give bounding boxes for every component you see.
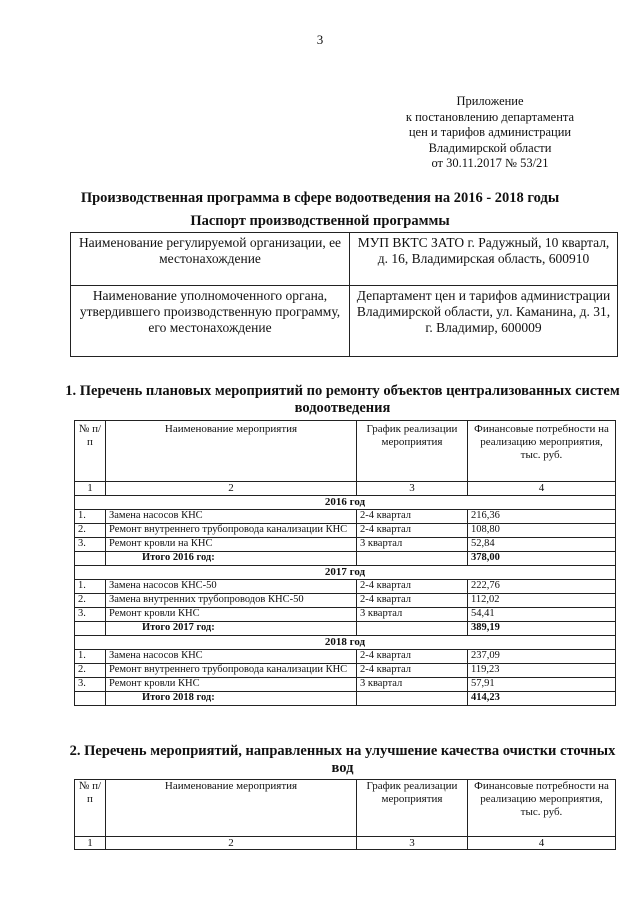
- section1-table: [74, 420, 616, 706]
- row-name: Ремонт кровли КНС: [106, 608, 357, 622]
- total-value: 389,19: [468, 622, 616, 636]
- row-cost: 57,91: [468, 678, 616, 692]
- row-name: Замена внутренних трубопроводов КНС-50: [106, 594, 357, 608]
- row-number: 1.: [75, 510, 106, 524]
- col-number: 3: [357, 837, 468, 850]
- row-schedule: 2-4 квартал: [357, 524, 468, 538]
- total-row: [75, 692, 616, 706]
- row-number: 2.: [75, 664, 106, 678]
- row-schedule: 2-4 квартал: [357, 664, 468, 678]
- row-number: 3.: [75, 678, 106, 692]
- row-cost: 108,80: [468, 524, 616, 538]
- row-cost: 112,02: [468, 594, 616, 608]
- year-row: [75, 496, 616, 510]
- total-label: Итого 2017 год:: [106, 622, 357, 636]
- row-name: Замена насосов КНС: [106, 650, 357, 664]
- header-schedule: График реализации мероприятия: [357, 421, 468, 482]
- year-row: [75, 566, 616, 580]
- page-number: 3: [316, 32, 324, 47]
- row-name: Замена насосов КНС: [106, 510, 357, 524]
- row-cost: 216,36: [468, 510, 616, 524]
- row-schedule: 3 квартал: [357, 538, 468, 552]
- appendix-line: от 30.11.2017 № 53/21: [431, 156, 549, 170]
- passport-label: Наименование регулируемой организации, ее местонахождение: [71, 233, 350, 286]
- row-schedule: 2-4 квартал: [357, 650, 468, 664]
- passport-label: Наименование уполномоченного органа, утвердившего производственную программу, его местонахождение: [71, 286, 350, 357]
- row-cost: 52,84: [468, 538, 616, 552]
- total-value: 414,23: [468, 692, 616, 706]
- header-name: Наименование мероприятия: [106, 780, 357, 837]
- table-row: [75, 538, 616, 552]
- col-number: 4: [468, 482, 616, 496]
- section2-table: [74, 779, 616, 850]
- total-row: [75, 622, 616, 636]
- year-row: [75, 636, 616, 650]
- appendix-line: Приложение: [456, 94, 524, 108]
- row-number: 2.: [75, 594, 106, 608]
- table-row: [75, 594, 616, 608]
- total-spacer: [357, 622, 468, 636]
- total-label: Итого 2016 год:: [106, 552, 357, 566]
- passport-row: [71, 233, 618, 286]
- row-number: 3.: [75, 608, 106, 622]
- table-row: [75, 608, 616, 622]
- header-cost: Финансовые потребности на реализацию мероприятия, тыс. руб.: [468, 780, 616, 837]
- row-schedule: 2-4 квартал: [357, 594, 468, 608]
- passport-table: [70, 232, 618, 357]
- passport-row: [71, 286, 618, 357]
- header-name: Наименование мероприятия: [106, 421, 357, 482]
- table-row: [75, 664, 616, 678]
- total-spacer: [357, 692, 468, 706]
- col-number: 2: [106, 482, 357, 496]
- passport-value: МУП ВКТС ЗАТО г. Радужный, 10 квартал, д. 16, Владимирская область, 600910: [350, 233, 618, 286]
- passport-value: Департамент цен и тарифов администрации Владимирской области, ул. Каманина, д. 31, г. Владимир, 600009: [350, 286, 618, 357]
- row-number: 2.: [75, 524, 106, 538]
- header-number: № п/п: [75, 780, 106, 837]
- column-number-row: [75, 482, 616, 496]
- row-number: 3.: [75, 538, 106, 552]
- col-number: 1: [75, 482, 106, 496]
- total-spacer: [75, 692, 106, 706]
- appendix-line: цен и тарифов администрации: [408, 125, 572, 139]
- row-name: Ремонт кровли КНС: [106, 678, 357, 692]
- row-number: 1.: [75, 580, 106, 594]
- col-number: 3: [357, 482, 468, 496]
- header-schedule: График реализации мероприятия: [357, 780, 468, 837]
- col-number: 4: [468, 837, 616, 850]
- total-spacer: [75, 552, 106, 566]
- section2-heading: 2. Перечень мероприятий, направленных на улучшение качества очистки сточных вод: [69, 743, 616, 776]
- row-cost: 54,41: [468, 608, 616, 622]
- total-label: Итого 2018 год:: [106, 692, 357, 706]
- table-row: [75, 524, 616, 538]
- year-label: 2018 год: [75, 636, 616, 650]
- total-value: 378,00: [468, 552, 616, 566]
- total-spacer: [357, 552, 468, 566]
- row-schedule: 2-4 квартал: [357, 580, 468, 594]
- year-label: 2016 год: [75, 496, 616, 510]
- row-schedule: 3 квартал: [357, 608, 468, 622]
- table-header-row: [75, 421, 616, 482]
- appendix-line: Владимирской области: [428, 140, 552, 155]
- row-cost: 119,23: [468, 664, 616, 678]
- row-name: Ремонт внутреннего трубопровода канализации КНС: [106, 664, 357, 678]
- row-schedule: 2-4 квартал: [357, 510, 468, 524]
- table-row: [75, 650, 616, 664]
- section1-heading: 1. Перечень плановых мероприятий по ремонту объектов централизованных систем водоотведения: [65, 383, 620, 416]
- header-cost: Финансовые потребности на реализацию мероприятия, тыс. руб.: [468, 421, 616, 482]
- row-cost: 237,09: [468, 650, 616, 664]
- total-row: [75, 552, 616, 566]
- col-number: 1: [75, 837, 106, 850]
- header-number: № п/п: [75, 421, 106, 482]
- row-schedule: 3 квартал: [357, 678, 468, 692]
- row-number: 1.: [75, 650, 106, 664]
- table-row: [75, 678, 616, 692]
- row-cost: 222,76: [468, 580, 616, 594]
- table-row: [75, 510, 616, 524]
- col-number: 2: [106, 837, 357, 850]
- row-name: Ремонт кровли на КНС: [106, 538, 357, 552]
- document-title: Производственная программа в сфере водоотведения на 2016 - 2018 годы: [80, 190, 560, 206]
- appendix-line: к постановлению департамента: [405, 109, 575, 124]
- year-label: 2017 год: [75, 566, 616, 580]
- column-number-row: [75, 837, 616, 850]
- row-name: Ремонт внутреннего трубопровода канализации КНС: [106, 524, 357, 538]
- total-spacer: [75, 622, 106, 636]
- table-row: [75, 580, 616, 594]
- appendix-note: [380, 94, 600, 172]
- table-header-row: [75, 780, 616, 837]
- row-name: Замена насосов КНС-50: [106, 580, 357, 594]
- passport-title: Паспорт производственной программы: [190, 213, 450, 229]
